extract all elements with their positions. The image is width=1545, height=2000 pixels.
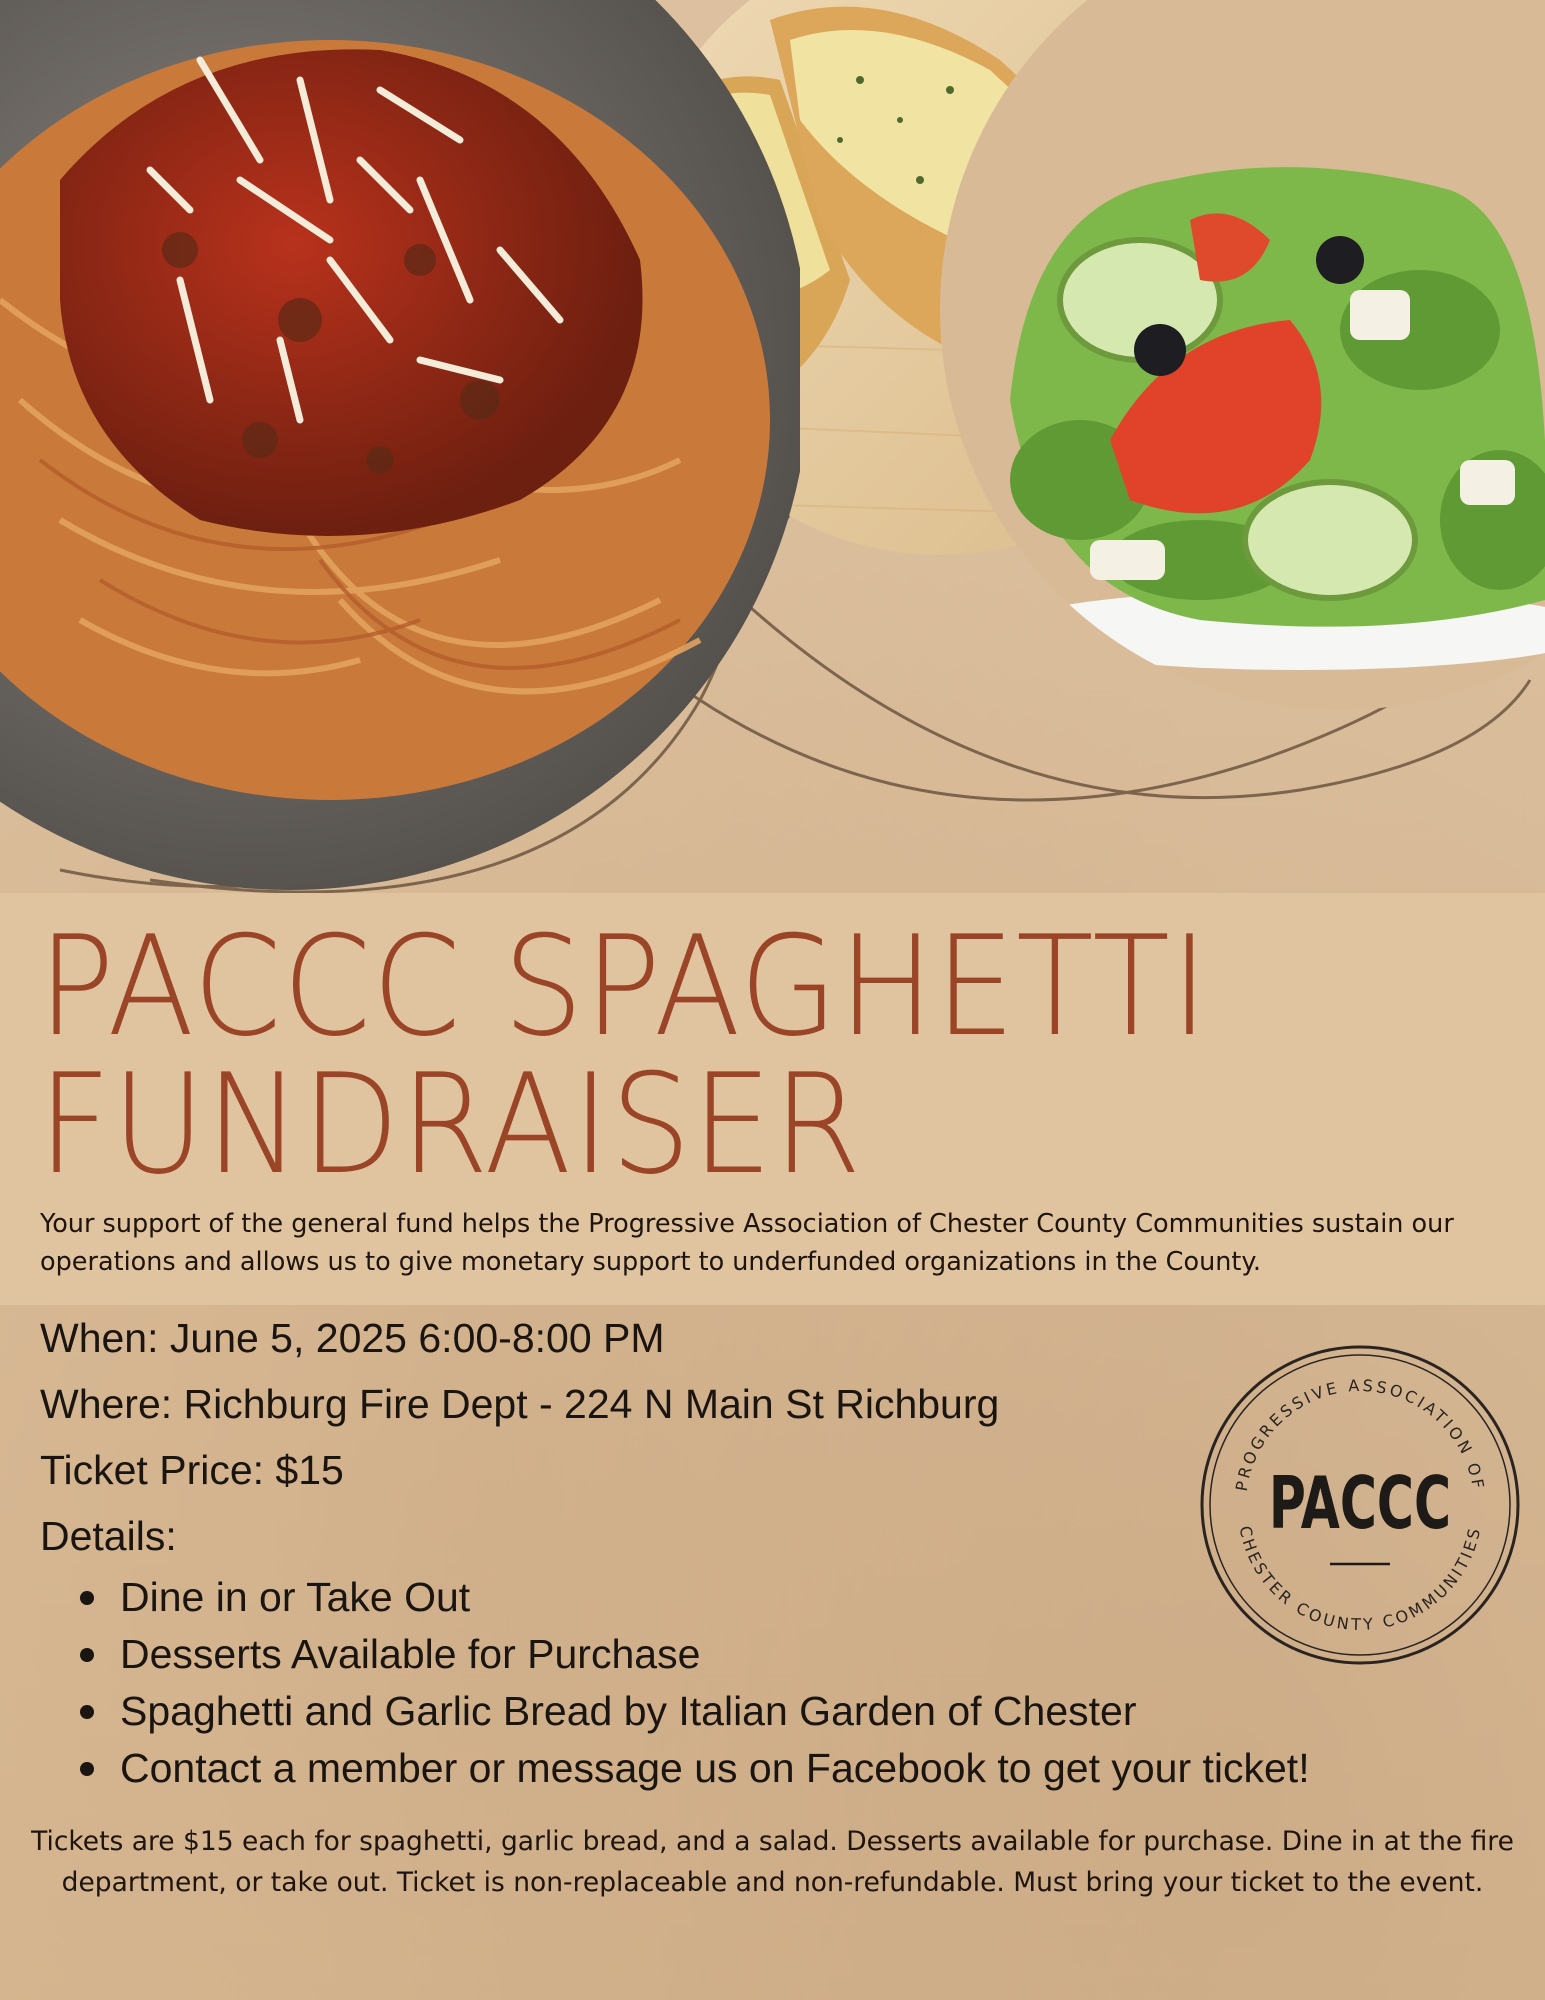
details-label: Details:: [40, 1513, 177, 1559]
spaghetti-photo: [0, 0, 800, 900]
details-item: Contact a member or message us on Facebook to get your ticket!: [120, 1745, 1310, 1791]
seal-center-text: PACCC: [1268, 1462, 1452, 1546]
bullet-icon: [80, 1648, 94, 1662]
salad-photo: [940, 0, 1545, 720]
bullet-icon: [80, 1705, 94, 1719]
intro-paragraph: Your support of the general fund helps the Progressive Association of Chester County Communities sustain our operations and allows us to give monetary support to underfunded organizations in the County.: [40, 1209, 1454, 1277]
seal-bottom-text: CHESTER COUNTY COMMUNITIES: [1235, 1524, 1485, 1635]
list-item: [120, 1569, 1140, 1626]
details-item: Spaghetti and Garlic Bread by Italian Garden of Chester: [120, 1688, 1137, 1734]
paccc-seal-logo: [1198, 1340, 1523, 1670]
photo-collage: [0, 0, 1545, 900]
event-title: [38, 906, 1400, 1205]
title-line-1: PACCC SPAGHETTI: [38, 906, 1210, 1067]
bullet-icon: [80, 1762, 94, 1776]
footer-paragraph: Tickets are $15 each for spaghetti, garlic bread, and a salad. Desserts available for purchase. Dine in at the fire department, or take out. Ticket is non-replaceable and non-refundable. Must bring your ticket to the event.: [31, 1826, 1514, 1898]
details-item: Desserts Available for Purchase: [120, 1631, 701, 1677]
list-item: [120, 1740, 1310, 1797]
event-where: Where: Richburg Fire Dept - 224 N Main St Richburg: [40, 1381, 1000, 1427]
hero-photos: [0, 0, 1545, 900]
details-list: [40, 1569, 1310, 1797]
event-info: [40, 1305, 1310, 1797]
list-item: [120, 1683, 1140, 1740]
details-item: Dine in or Take Out: [120, 1574, 471, 1620]
event-when: When: June 5, 2025 6:00-8:00 PM: [40, 1315, 665, 1361]
title-line-2: FUNDRAISER: [38, 1044, 863, 1205]
ticket-price: Ticket Price: $15: [40, 1447, 344, 1493]
seal-top-text: PROGRESSIVE ASSOCIATION OF: [1231, 1375, 1489, 1493]
bullet-icon: [80, 1591, 94, 1605]
list-item: [120, 1626, 1140, 1683]
